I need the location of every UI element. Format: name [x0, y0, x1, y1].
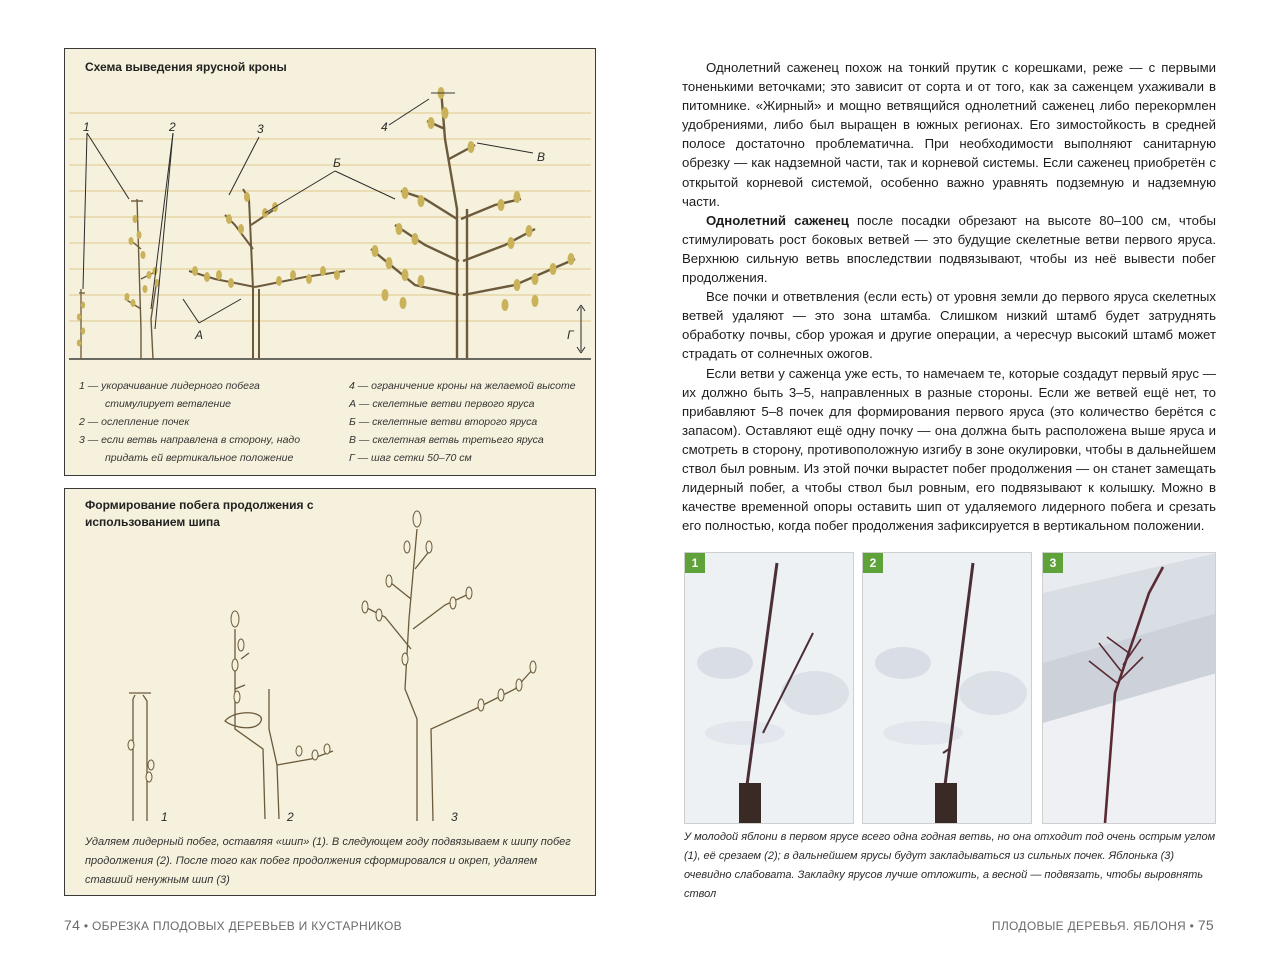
paragraph: Однолетний саженец после посадки обрезают на высоте 80–100 см, чтобы стимулировать рост боковых ветвей — это будущие скелетные ветви первого яруса. Верхнюю сильную ветвь впоследствии подвязывают, чтобы из неё вывести побег продолжения.	[682, 212, 1216, 286]
spur-shoot-panel	[64, 488, 596, 896]
spur-shoot-caption: Удаляем лидерный побег, оставляя «шип» (1). В следующем году подвязываем к шипу побег продолжения (2). После того как побег продолжения сформировался и окреп, удаляем ставший ненужным шип (3)	[85, 836, 571, 886]
legend-right	[349, 377, 593, 467]
running-head-right: ПЛОДОВЫЕ ДЕРЕВЬЯ. ЯБЛОНЯ	[991, 919, 1187, 933]
legend-item: Г — шаг сетки 50–70 см	[349, 452, 472, 464]
paragraph: Однолетний саженец похож на тонкий прутик с корешками, реже — с первыми тоненькими веточками; это зависит от сорта и от того, как за саженцем ухаживали в питомнике. «Жирный» и мощно ветвящийся однолетний саженец либо перекормлен удобрениями, либо был выращен в южных регионах. Его зимостойкость в средней полосе достаточно проблематична. При необходимости выполняют санитарную обрезку — как надземной части, так и корневой системы. Если саженец приобретён с открытой корневой системой, особенно важно уравнять подземную и надземную части.	[682, 60, 1216, 209]
photo-2	[862, 552, 1032, 824]
footer-bullet: •	[1189, 919, 1195, 933]
label-2: 2	[169, 120, 176, 134]
photo-1	[684, 552, 854, 824]
sapling-photo-3	[1043, 553, 1216, 824]
label-g: Г	[567, 328, 574, 342]
footer-bullet: •	[83, 919, 89, 933]
page-number-left: 74	[64, 917, 81, 933]
photo-badge-2: 2	[863, 553, 883, 573]
legend-item: 2 — ослепление почек	[79, 416, 190, 428]
sapling-photo-1	[685, 553, 854, 824]
paragraph-bold-lead: Однолетний саженец	[706, 212, 849, 228]
running-head-left: ОБРЕЗКА ПЛОДОВЫХ ДЕРЕВЬЕВ И КУСТАРНИКОВ	[91, 919, 402, 933]
label-v: В	[537, 150, 546, 164]
legend-item: А — скелетные ветви первого яруса	[349, 398, 535, 410]
legend-item: придать ей вертикальное положение	[105, 452, 294, 464]
spur-shoot-diagram	[65, 489, 595, 829]
legend-item: стимулирует ветвление	[105, 398, 232, 410]
legend-item: 3 — если ветвь направлена в сторону, надо	[79, 434, 301, 446]
body-text	[682, 58, 1216, 535]
legend-item: В — скелетная ветвь третьего яруса	[349, 434, 544, 446]
label-1: 1	[83, 120, 90, 134]
label-3: 3	[257, 122, 264, 136]
label-b: Б	[333, 156, 341, 170]
crown-scheme-title: Схема выведения ярусной кроны	[85, 60, 287, 74]
legend-item: Б — скелетные ветви второго яруса	[349, 416, 538, 428]
photo-badge-3: 3	[1043, 553, 1063, 573]
footer-left	[64, 917, 402, 933]
crown-scheme-diagram	[65, 49, 595, 369]
stage-3-label: 3	[451, 810, 458, 824]
label-a: А	[195, 328, 204, 342]
page-number-right: 75	[1197, 917, 1214, 933]
photo-caption: У молодой яблони в первом ярусе всего одна годная ветвь, но она отходит под очень острым углом (1), её срезаем (2); в дальнейшем ярусы будут закладываться из сильных почек. Яблонька (3) очевидно слабовата. Закладку ярусов лучше отложить, а весной — подвязать, чтобы выровнять ствол	[684, 831, 1216, 900]
stage-2-label: 2	[287, 810, 294, 824]
label-4: 4	[381, 120, 388, 134]
legend-item: 4 — ограничение кроны на желаемой высоте	[349, 380, 576, 392]
sapling-photo-2	[863, 553, 1032, 824]
legend-left	[79, 377, 335, 467]
paragraph: Все почки и ответвления (если есть) от уровня земли до первого яруса скелетных ветвей удаляют — это зона штамба. Слишком низкий штамб будет затруднять обработку почвы, сбор урожая и другие операции, а чересчур высокий штамб может страдать от солнечных ожогов.	[682, 289, 1216, 362]
legend-item: 1 — укорачивание лидерного побега	[79, 380, 260, 392]
stage-1-label: 1	[161, 810, 168, 824]
paragraph: Если ветви у саженца уже есть, то намечаем те, которые создадут первый ярус — их должно быть 3–5, направленных в разные стороны. Если же ветвей ещё нет, то прибавляют 5–8 почек для формирования первого яруса (это количество берётся с запасом). Оставляют ещё одну почку — она должна быть расположена выше яруса и смотреть в сторону, противоположную изгибу в зоне окулировки, чтобы в дальнейшем ствол был ровным. Из этой почки вырастет побег продолжения — он станет замещать лидерный побег, а чтобы ствол был ровным, его подвязывают к колышку. Можно в качестве временной опоры оставить шип от удаляемого лидерного побега и срезать его полностью, когда побег продолжения зафиксируется в вертикальном положении.	[682, 365, 1216, 534]
photo-3	[1042, 552, 1216, 824]
crown-scheme-panel	[64, 48, 596, 476]
spur-shoot-title: Формирование побега продолжения с использованием шипа	[85, 498, 314, 529]
footer-right	[992, 917, 1214, 933]
photo-badge-1: 1	[685, 553, 705, 573]
